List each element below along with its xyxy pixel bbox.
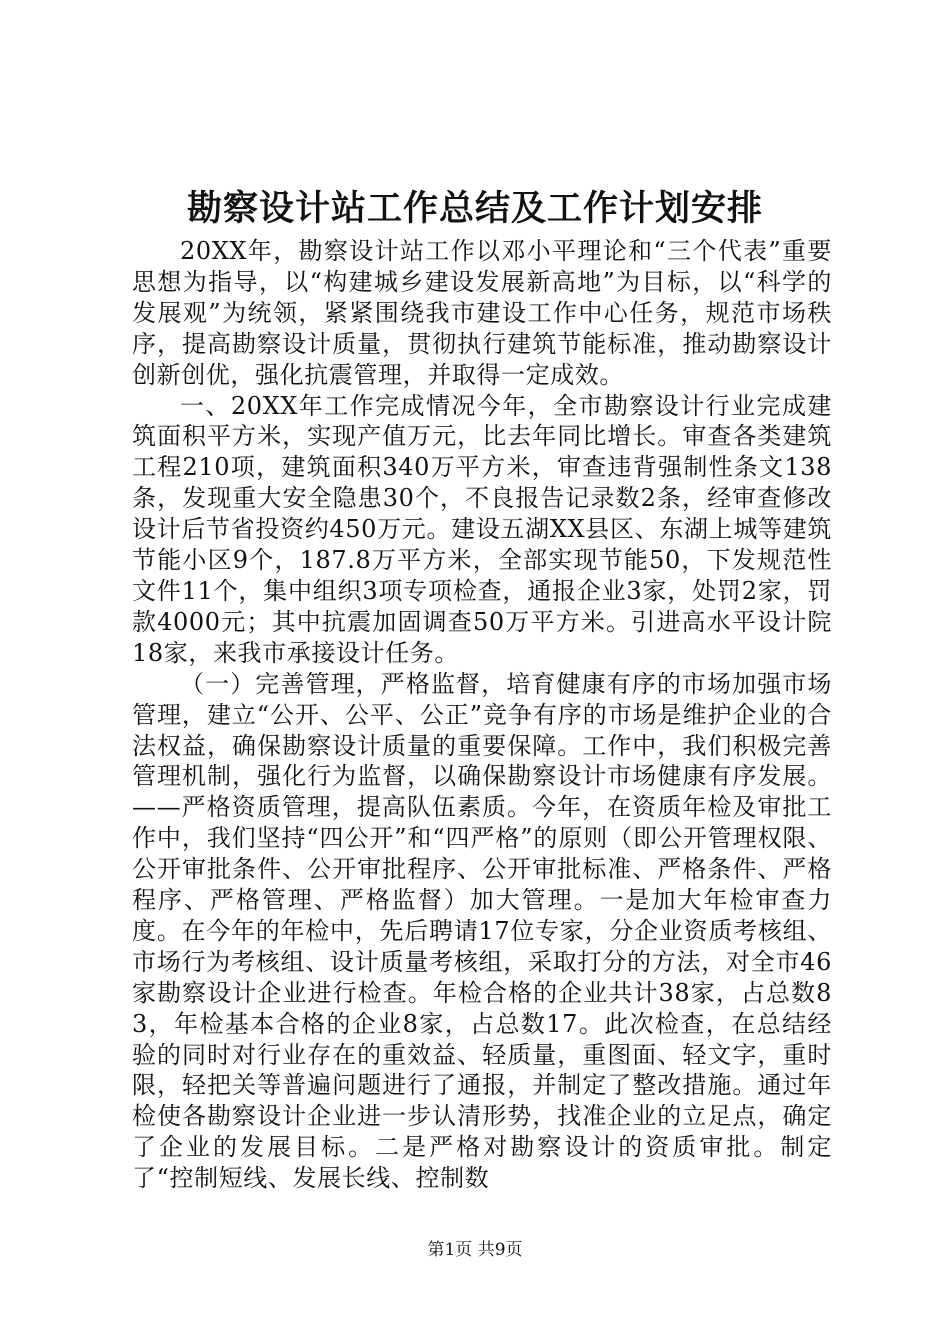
page-footer: 第1页 共9页 bbox=[427, 1240, 523, 1260]
document-title: 勘察设计站工作总结及工作计划安排 bbox=[186, 188, 763, 229]
paragraph-intro: 20XX年，勘察设计站工作以邓小平理论和“三个代表”重要思想为指导，以“构建城乡建设发展新高地”为目标，以“科学的发展观”为统领，紧紧围绕我市建设工作中心任务，规范市场秩序，提高勘察设计质量，贯彻执行建筑节能标准，推动勘察设计创新创优，强化抗震管理，并取得一定成效。 bbox=[132, 237, 832, 389]
paragraph-section-one: 一、20XX年工作完成情况今年，全市勘察设计行业完成建筑面积平方米，实现产值万元，比去年同比增长。审查各类建筑工程210项，建筑面积340万平方米，审查违背强制性条文138条，发现重大安全隐患30个，不良报告记录数2条，经审查修改设计后节省投资约450万元。建设五湖XX县区、东湖上城等建筑节能小区9个，187.8万平方米，全部实现节能50，下发规范性文件11个，集中组织3项专项检查，通报企业3家，处罚2家，罚款4000元；其中抗震加固调查50万平方米。引进高水平设计院18家，来我市承接设计任务。 bbox=[132, 391, 832, 667]
document-body bbox=[132, 236, 832, 1194]
paragraph-subsection-one: （一）完善管理，严格监督，培育健康有序的市场加强市场管理，建立“公开、公平、公正”竞争有序的市场是维护企业的合法权益，确保勘察设计质量的重要保障。工作中，我们积极完善管理机制，强化行为监督，以确保勘察设计市场健康有序发展。——严格资质管理，提高队伍素质。今年，在资质年检及审批工作中，我们坚持“四公开”和“四严格”的原则（即公开管理权限、公开审批条件、公开审批程序、公开审批标准、严格条件、严格程序、严格管理、严格监督）加大管理。一是加大年检审查力度。在今年的年检中，先后聘请17位专家，分企业资质考核组、市场行为考核组、设计质量考核组，采取打分的方法，对全市46家勘察设计企业进行检查。年检合格的企业共计38家，占总数83，年检基本合格的企业8家，占总数17。此次检查，在总结经验的同时对行业存在的重效益、轻质量，重图面、轻文字，重时限，轻把关等普遍问题进行了通报，并制定了整改措施。通过年检使各勘察设计企业进一步认清形势，找准企业的立足点，确定了企业的发展目标。二是严格对勘察设计的资质审批。制定了“控制短线、发展长线、控制数 bbox=[132, 669, 832, 1193]
